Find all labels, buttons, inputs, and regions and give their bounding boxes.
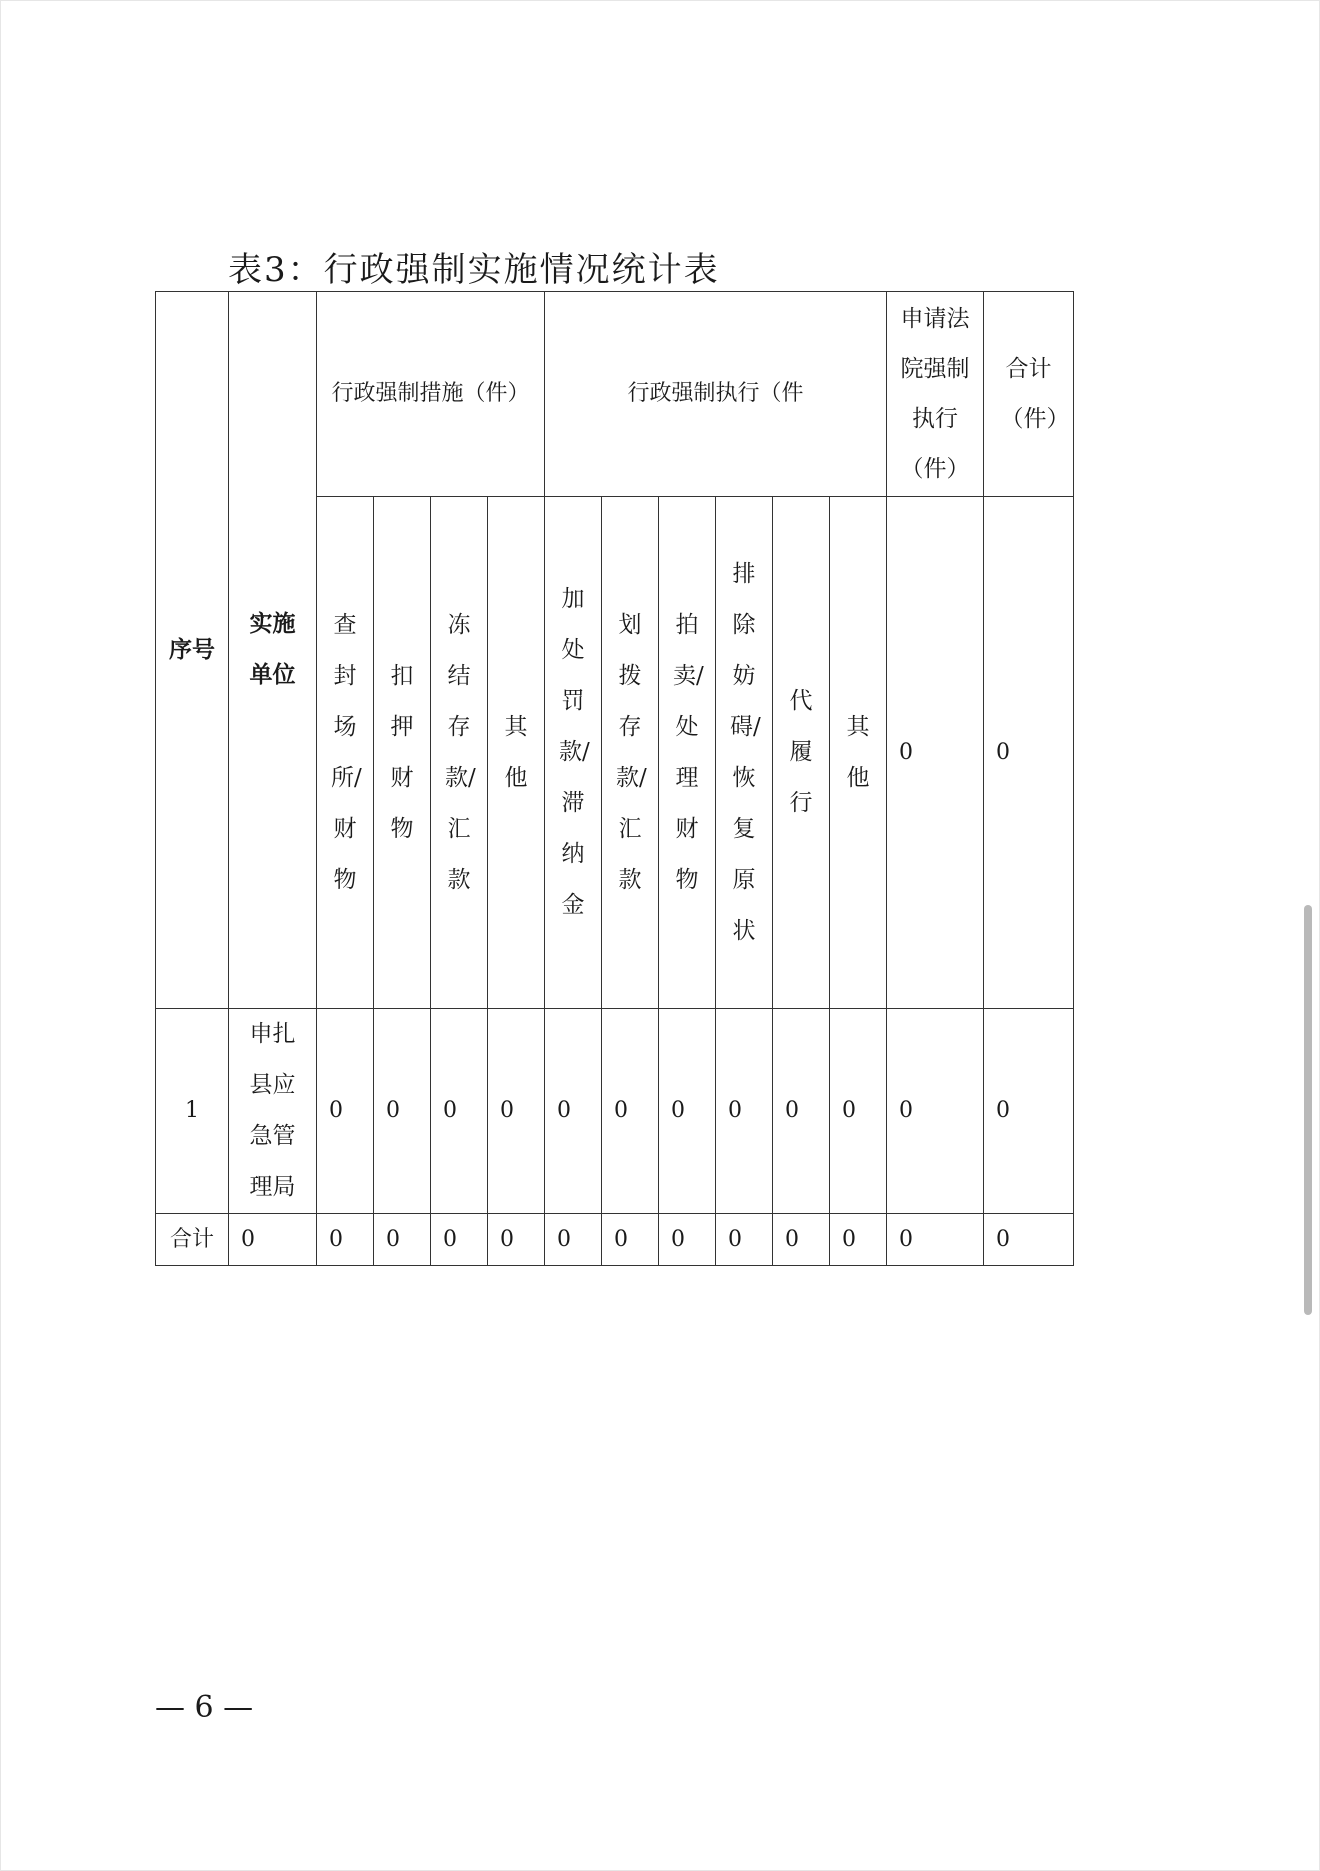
header-seq: 序号: [156, 292, 229, 1009]
total-value: 0: [317, 1214, 374, 1266]
header-total: 合计（件）: [984, 292, 1074, 497]
sub-header-remove-obstruction: 排除妨碍/恢复原状: [716, 497, 773, 1009]
total-value: 0: [659, 1214, 716, 1266]
total-value: 0: [716, 1214, 773, 1266]
row-value: 0: [887, 1009, 984, 1214]
total-value: 0: [984, 1214, 1074, 1266]
sub-header-seize-property: 扣押财物: [374, 497, 431, 1009]
sub-header-measures-other: 其他: [488, 497, 545, 1009]
row-unit: 申扎县应急管理局: [229, 1009, 317, 1214]
total-value: 0: [374, 1214, 431, 1266]
row-value: 0: [716, 1009, 773, 1214]
sub-header-transfer-deposits: 划拨存款/汇款: [602, 497, 659, 1009]
row-value: 0: [374, 1009, 431, 1214]
sub-header-auction: 拍卖/处理财物: [659, 497, 716, 1009]
sub-header-execution-other: 其他: [830, 497, 887, 1009]
total-value: 0: [545, 1214, 602, 1266]
sub-header-substitute-performance: 代履行: [773, 497, 830, 1009]
header-unit: 实施单位: [229, 292, 317, 1009]
row-value: 0: [488, 1009, 545, 1214]
sub-total-value: 0: [984, 497, 1074, 1009]
table-title: 表3：行政强制实施情况统计表: [228, 250, 720, 290]
header-measures-group: 行政强制措施（件）: [317, 292, 545, 497]
total-value: 0: [887, 1214, 984, 1266]
sub-header-late-fees: 加处罚款/滞纳金: [545, 497, 602, 1009]
row-value: 0: [545, 1009, 602, 1214]
header-execution-group: 行政强制执行（件: [545, 292, 887, 497]
scrollbar[interactable]: [1304, 905, 1312, 1315]
total-value: 0: [773, 1214, 830, 1266]
total-value: 0: [431, 1214, 488, 1266]
sub-header-seal-sites: 查封场所/财物: [317, 497, 374, 1009]
row-value: 0: [773, 1009, 830, 1214]
total-value: 0: [488, 1214, 545, 1266]
row-seq: 1: [156, 1009, 229, 1214]
row-value: 0: [317, 1009, 374, 1214]
total-row: [156, 1214, 1074, 1266]
row-value: 0: [602, 1009, 659, 1214]
row-value: 0: [659, 1009, 716, 1214]
total-unit-value: 0: [229, 1214, 317, 1266]
header-row-1: [156, 292, 1074, 497]
statistics-table: [155, 291, 1074, 1266]
page-number: — 6 —: [155, 1690, 254, 1725]
total-label: 合计: [156, 1214, 229, 1266]
row-value: 0: [830, 1009, 887, 1214]
total-value: 0: [830, 1214, 887, 1266]
sub-court-value: 0: [887, 497, 984, 1009]
total-value: 0: [602, 1214, 659, 1266]
table-row: [156, 1009, 1074, 1214]
row-value: 0: [431, 1009, 488, 1214]
header-court: 申请法院强制执行（件）: [887, 292, 984, 497]
row-value: 0: [984, 1009, 1074, 1214]
sub-header-freeze-deposits: 冻结存款/汇款: [431, 497, 488, 1009]
